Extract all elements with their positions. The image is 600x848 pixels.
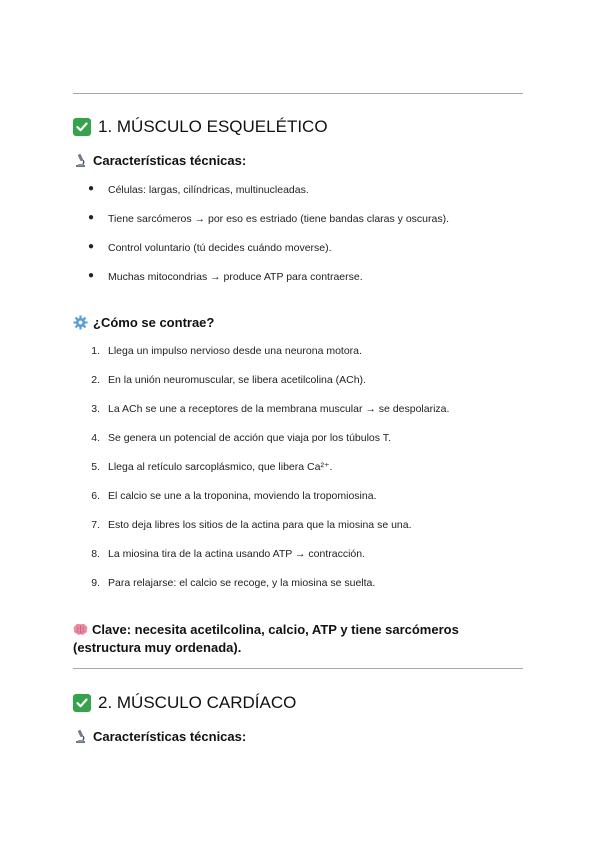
bullet-marker: ● — [88, 270, 95, 281]
step-text: En la unión neuromuscular, se libera acetilcolina (ACh). — [108, 374, 366, 386]
step-text: La miosina tira de la actina usando ATP → contracción. — [108, 548, 366, 560]
key-summary — [73, 621, 493, 657]
section-1-heading — [73, 117, 328, 137]
section-2-title: 2. MÚSCULO CARDÍACO — [98, 693, 297, 712]
step-number: 6. — [91, 490, 100, 502]
tech-heading-2 — [73, 729, 246, 744]
bullet-marker: ● — [88, 241, 95, 252]
check-mark-icon — [73, 118, 91, 136]
tech-heading — [73, 153, 246, 168]
step-text: Para relajarse: el calcio se recoge, y la miosina se suelta. — [108, 577, 376, 589]
step-number: 8. — [91, 548, 100, 560]
step-number: 9. — [91, 577, 100, 589]
step-text: Llega al retículo sarcoplásmico, que libera Ca²⁺. — [108, 461, 333, 473]
section-2-heading — [73, 693, 296, 713]
list-item-text: Células: largas, cilíndricas, multinucleadas. — [108, 184, 309, 196]
brain-icon — [73, 623, 88, 636]
step-number: 5. — [91, 461, 100, 473]
tech-heading-label: Características técnicas: — [93, 153, 247, 168]
contract-heading-label: ¿Cómo se contrae? — [93, 315, 215, 330]
bullet-marker: ● — [88, 212, 95, 223]
gear-icon — [73, 315, 88, 330]
step-number: 2. — [91, 374, 100, 386]
step-text: Se genera un potencial de acción que viaja por los túbulos T. — [108, 432, 391, 444]
contract-heading — [73, 315, 214, 330]
key-summary-text: Clave: necesita acetilcolina, calcio, ATP y tiene sarcómeros (estructura muy ordenada). — [73, 622, 459, 655]
microscope-icon — [73, 153, 88, 168]
microscope-icon — [73, 729, 88, 744]
bullet-marker: ● — [88, 183, 95, 194]
check-mark-icon — [73, 694, 91, 712]
step-number: 7. — [91, 519, 100, 531]
top-divider — [73, 93, 523, 94]
tech-heading-2-label: Características técnicas: — [93, 729, 247, 744]
list-item-text: Tiene sarcómeros → por eso es estriado (tiene bandas claras y oscuras). — [108, 213, 450, 225]
list-item-text: Muchas mitocondrias → produce ATP para contraerse. — [108, 271, 363, 283]
step-number: 3. — [91, 403, 100, 415]
list-item-text: Control voluntario (tú decides cuándo moverse). — [108, 242, 332, 254]
section-divider — [73, 668, 523, 669]
step-text: El calcio se une a la troponina, moviendo la tropomiosina. — [108, 490, 377, 502]
step-number: 4. — [91, 432, 100, 444]
step-text: Esto deja libres los sitios de la actina para que la miosina se una. — [108, 519, 412, 531]
step-text: La ACh se une a receptores de la membrana muscular → se despolariza. — [108, 403, 450, 415]
section-1-title: 1. MÚSCULO ESQUELÉTICO — [98, 117, 328, 136]
step-text: Llega un impulso nervioso desde una neurona motora. — [108, 345, 362, 357]
step-number: 1. — [91, 345, 100, 357]
